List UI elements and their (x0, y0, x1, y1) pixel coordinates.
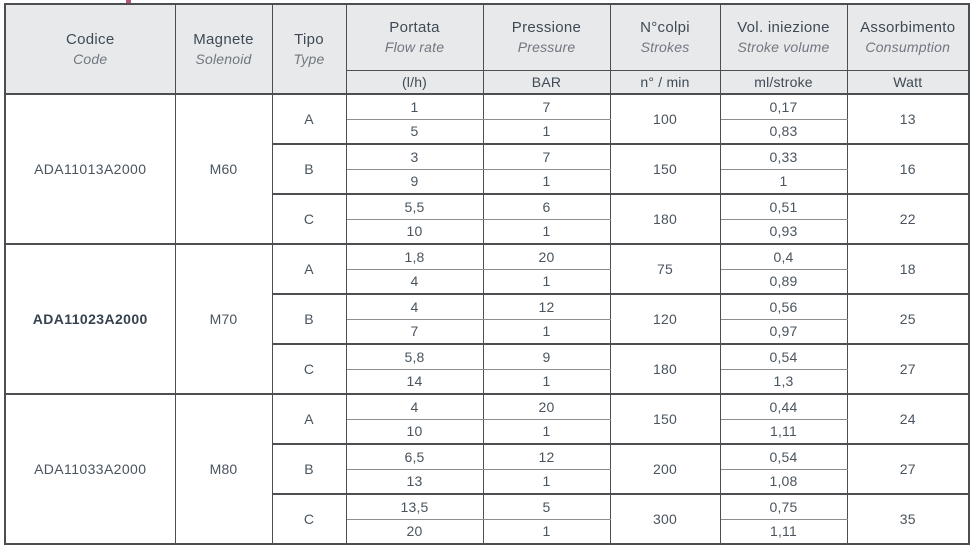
cell-pressure: 7 (483, 144, 610, 169)
cell-stroke-volume: 0,93 (720, 219, 847, 244)
cell-strokes: 150 (610, 144, 720, 194)
cell-watt: 16 (847, 144, 969, 194)
unit-cell-flow: (l/h) (346, 70, 483, 94)
table-body (5, 94, 969, 544)
cell-type: B (272, 444, 346, 494)
header-cell-colpi (610, 4, 720, 70)
column-title: Vol. iniezione (737, 19, 830, 37)
column-title: Portata (389, 19, 440, 37)
header-title-row (5, 4, 969, 70)
cell-pressure: 7 (483, 94, 610, 119)
column-title: Tipo (294, 31, 324, 49)
column-title: Pressione (511, 19, 582, 37)
cell-pressure: 1 (483, 419, 610, 444)
cell-pressure: 20 (483, 394, 610, 419)
cell-flow-rate: 5,8 (346, 344, 483, 369)
header-cell-magnete (175, 4, 272, 94)
cell-flow-rate: 14 (346, 369, 483, 394)
cell-pressure: 5 (483, 494, 610, 519)
header-cell-pressione (483, 4, 610, 70)
column-subtitle: Strokes (640, 38, 690, 55)
cell-flow-rate: 3 (346, 144, 483, 169)
header-cell-vol-iniezione (720, 4, 847, 70)
cell-type: C (272, 494, 346, 544)
cell-flow-rate: 4 (346, 269, 483, 294)
cell-flow-rate: 20 (346, 519, 483, 544)
cell-type: B (272, 144, 346, 194)
cell-flow-rate: 1 (346, 94, 483, 119)
cell-pressure: 20 (483, 244, 610, 269)
column-title: N°colpi (640, 19, 690, 37)
pump-specs-table (4, 3, 970, 545)
cell-stroke-volume: 0,89 (720, 269, 847, 294)
column-subtitle: Code (73, 50, 108, 67)
table-row (5, 244, 969, 269)
cell-stroke-volume: 1,08 (720, 469, 847, 494)
column-subtitle: Solenoid (195, 50, 252, 67)
header-cell-assorbimento (847, 4, 969, 70)
cell-type: A (272, 94, 346, 144)
cell-solenoid: M60 (175, 94, 272, 244)
cell-stroke-volume: 1 (720, 169, 847, 194)
cell-code: ADA11033A2000 (5, 394, 175, 544)
cell-strokes: 300 (610, 494, 720, 544)
cell-type: A (272, 394, 346, 444)
cell-stroke-volume: 1,11 (720, 519, 847, 544)
cell-pressure: 1 (483, 319, 610, 344)
unit-cell-stroke-volume: ml/stroke (720, 70, 847, 94)
cell-strokes: 100 (610, 94, 720, 144)
cell-flow-rate: 13,5 (346, 494, 483, 519)
cell-stroke-volume: 0,83 (720, 119, 847, 144)
cell-code: ADA11023A2000 (5, 244, 175, 394)
header-cell-tipo (272, 4, 346, 94)
cell-pressure: 12 (483, 444, 610, 469)
cell-stroke-volume: 0,54 (720, 444, 847, 469)
cell-watt: 13 (847, 94, 969, 144)
cell-strokes: 150 (610, 394, 720, 444)
cell-watt: 27 (847, 344, 969, 394)
cell-watt: 35 (847, 494, 969, 544)
column-title: Magnete (193, 31, 254, 49)
cell-strokes: 120 (610, 294, 720, 344)
cell-stroke-volume: 0,44 (720, 394, 847, 419)
cell-strokes: 180 (610, 194, 720, 244)
column-title: Codice (66, 31, 115, 49)
column-title: Assorbimento (860, 19, 956, 37)
cell-type: C (272, 344, 346, 394)
column-subtitle: Type (293, 50, 325, 67)
unit-cell-strokes: n° / min (610, 70, 720, 94)
cell-flow-rate: 7 (346, 319, 483, 344)
cell-watt: 22 (847, 194, 969, 244)
cell-stroke-volume: 0,75 (720, 494, 847, 519)
cell-flow-rate: 9 (346, 169, 483, 194)
cell-pressure: 1 (483, 469, 610, 494)
cell-flow-rate: 4 (346, 294, 483, 319)
unit-cell-watt: Watt (847, 70, 969, 94)
cell-pressure: 1 (483, 519, 610, 544)
cell-type: C (272, 194, 346, 244)
cell-pressure: 6 (483, 194, 610, 219)
cell-stroke-volume: 0,4 (720, 244, 847, 269)
cell-stroke-volume: 0,97 (720, 319, 847, 344)
unit-cell-pressure: BAR (483, 70, 610, 94)
cell-strokes: 200 (610, 444, 720, 494)
cell-pressure: 1 (483, 269, 610, 294)
cell-solenoid: M80 (175, 394, 272, 544)
cell-pressure: 1 (483, 119, 610, 144)
header-cell-codice (5, 4, 175, 94)
cell-strokes: 180 (610, 344, 720, 394)
cell-code: ADA11013A2000 (5, 94, 175, 244)
cell-type: B (272, 294, 346, 344)
cell-flow-rate: 6,5 (346, 444, 483, 469)
cell-stroke-volume: 1,3 (720, 369, 847, 394)
cell-stroke-volume: 0,54 (720, 344, 847, 369)
cell-pressure: 12 (483, 294, 610, 319)
column-subtitle: Stroke volume (737, 38, 830, 55)
cell-pressure: 9 (483, 344, 610, 369)
cell-stroke-volume: 0,51 (720, 194, 847, 219)
cell-flow-rate: 10 (346, 419, 483, 444)
cell-watt: 18 (847, 244, 969, 294)
cell-flow-rate: 4 (346, 394, 483, 419)
table-row (5, 94, 969, 119)
column-subtitle: Consumption (865, 38, 951, 55)
cell-stroke-volume: 0,33 (720, 144, 847, 169)
cell-watt: 27 (847, 444, 969, 494)
cell-pressure: 1 (483, 219, 610, 244)
cell-type: A (272, 244, 346, 294)
cell-stroke-volume: 0,17 (720, 94, 847, 119)
column-subtitle: Flow rate (384, 38, 445, 55)
cell-flow-rate: 1,8 (346, 244, 483, 269)
cell-stroke-volume: 1,11 (720, 419, 847, 444)
cell-pressure: 1 (483, 369, 610, 394)
cell-flow-rate: 13 (346, 469, 483, 494)
cell-flow-rate: 10 (346, 219, 483, 244)
cell-strokes: 75 (610, 244, 720, 294)
cell-stroke-volume: 0,56 (720, 294, 847, 319)
cell-flow-rate: 5 (346, 119, 483, 144)
cell-flow-rate: 5,5 (346, 194, 483, 219)
header-cell-portata (346, 4, 483, 70)
table-header (5, 4, 969, 94)
cell-pressure: 1 (483, 169, 610, 194)
table-row (5, 394, 969, 419)
column-subtitle: Pressure (517, 38, 576, 55)
cell-solenoid: M70 (175, 244, 272, 394)
cell-watt: 24 (847, 394, 969, 444)
cell-watt: 25 (847, 294, 969, 344)
